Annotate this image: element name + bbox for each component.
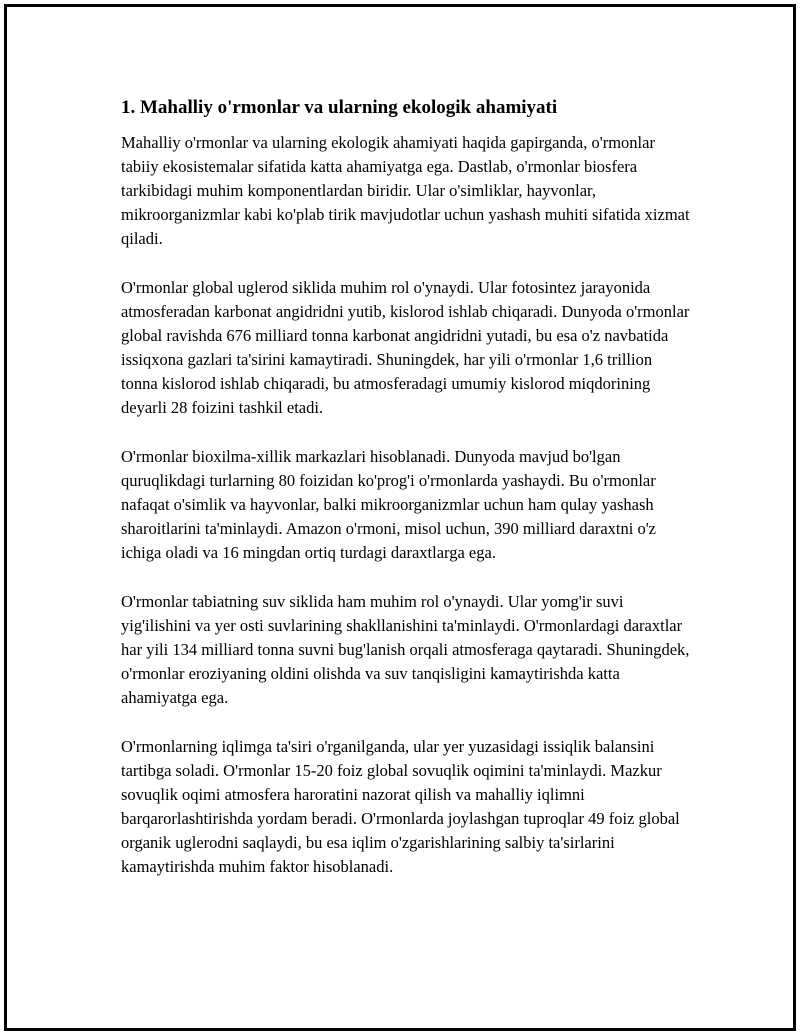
paragraph-3: O'rmonlar bioxilma-xillik markazlari hisoblanadi. Dunyoda mavjud bo'lgan quruqlikdagi turlarning 80 foizidan ko'prog'i o'rmonlarda yashaydi. Bu o'rmonlar nafaqat o'simlik va hayvonlar, balki mikroorganizmlar uchun ham qulay yashash sharoitlarini ta'minlaydi. Amazon o'rmoni, misol uchun, 390 milliard daraxtni o'z ichiga oladi va 16 mingdan ortiq turdagi daraxtlarga ega. (121, 447, 656, 562)
paragraph-1: Mahalliy o'rmonlar va ularning ekologik ahamiyati haqida gapirganda, o'rmonlar tabiiy ekosistemalar sifatida katta ahamiyatga ega. Dastlab, o'rmonlar biosfera tarkibidagi muhim komponentlardan biridir. Ular o'simliklar, hayvonlar, mikroorganizmlar kabi ko'plab tirik mavjudotlar uchun yashash muhiti sifatida xizmat qiladi. (121, 133, 690, 248)
paragraph-2: O'rmonlar global uglerod siklida muhim rol o'ynaydi. Ular fotosintez jarayonida atmosferadan karbonat angidridni yutib, kislorod ishlab chiqaradi. Dunyoda o'rmonlar global ravishda 676 milliard tonna karbonat angidridni yutadi, bu esa o'z navbatida issiqxona gazlari ta'sirini kamaytiradi. Shuningdek, har yili o'rmonlar 1,6 trillion tonna kislorod ishlab chiqaradi, bu atmosferadagi umumiy kislorod miqdorining deyarli 28 foizini tashkil etadi. (121, 278, 690, 417)
paragraph-4: O'rmonlar tabiatning suv siklida ham muhim rol o'ynaydi. Ular yomg'ir suvi yig'ilishini va yer osti suvlarining shakllanishini ta'minlaydi. O'rmonlardagi daraxtlar har yili 134 milliard tonna suvni bug'lanish orqali atmosferaga qaytaradi. Shuningdek, o'rmonlar eroziyaning oldini olishda va suv tanqisligini kamaytirishda katta ahamiyatga ega. (121, 592, 690, 707)
document-page (4, 4, 796, 1031)
section-heading: 1. Mahalliy o'rmonlar va ularning ekologik ahamiyati (121, 97, 558, 118)
paragraph-5: O'rmonlarning iqlimga ta'siri o'rganilganda, ular yer yuzasidagi issiqlik balansini tartibga soladi. O'rmonlar 15-20 foiz global sovuqlik oqimini ta'minlaydi. Mazkur sovuqlik oqimi atmosfera haroratini nazorat qilish va mahalliy iqlimni barqarorlashtirishda yordam beradi. O'rmonlarda joylashgan tuproqlar 49 foiz global organik uglerodni saqlaydi, bu esa iqlim o'zgarishlarining salbiy ta'sirlarini kamaytirishda muhim faktor hisoblanadi. (121, 737, 680, 876)
document-content (121, 95, 691, 904)
